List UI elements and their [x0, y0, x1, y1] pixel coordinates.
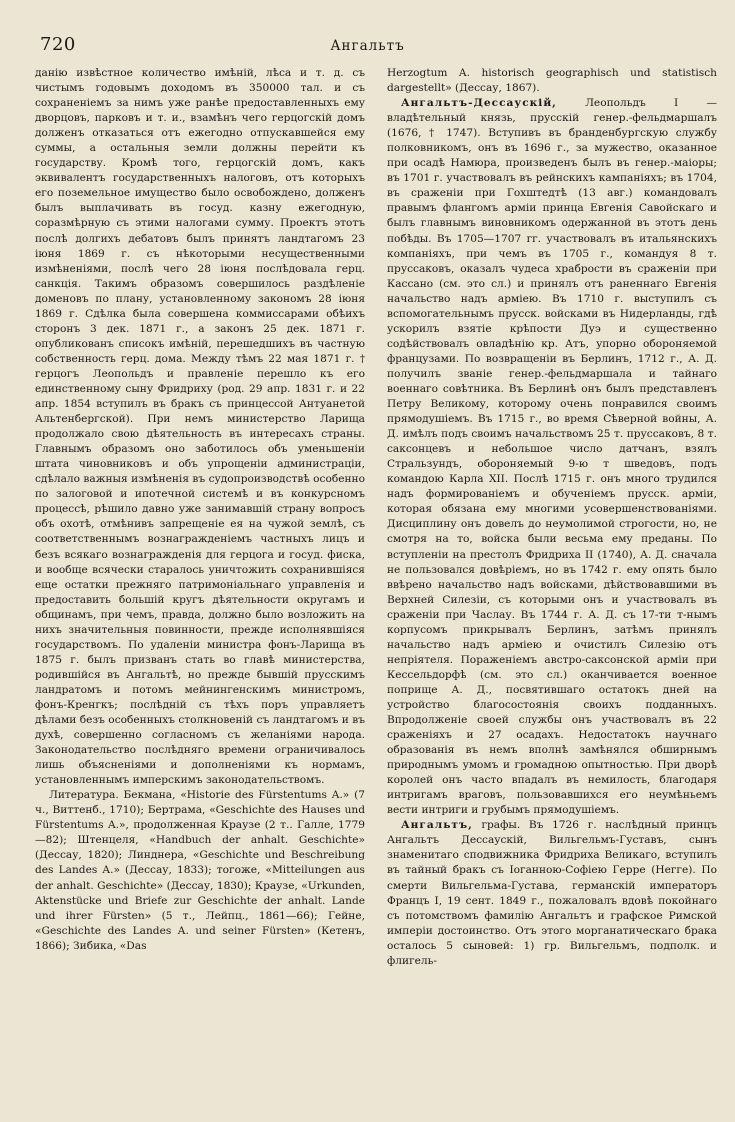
- entry-headword: Ангальтъ,: [401, 819, 473, 832]
- entry-anhalt-counts: [387, 818, 717, 968]
- literature-paragraph: Литература. Бекмана, «Historie des Fürstentums A.» (7 ч., Виттенб., 1710); Бертрама, «Geschichte des Hauses und Fürstentums A.», продолженная Краузе (2 т.. Галле, 1779—82); Штенцеля, «Handbuch der anhalt. Geschichte» (Дессау, 1820); Линднера, «Geschichte und Beschreibung des Landes A.» (Дессау, 1833); тогоже, «Mitteilungen aus der anhalt. Geschichte» (Дессау, 1830); Краузе, «Urkunden, Aktenstücke und Briefe zur Geschichte der anhalt. Lande und ihrer Fürsten» (5 т., Лейпц., 1861—66); Гейне, «Geschichte des Landes A. und seiner Fürsten» (Кетенъ, 1866); Зибика, «Das: [35, 789, 365, 952]
- continuation-paragraph: Herzogtum A. historisch geographisch und statistisch dargestellt» (Дессау, 1867).: [387, 67, 717, 95]
- right-column: [387, 66, 717, 969]
- page-number: 720: [40, 34, 76, 55]
- entry-anhalt-dessau: [387, 96, 717, 818]
- entry-headword: Ангальтъ-Дессаускій,: [401, 97, 557, 110]
- running-title: Ангальтъ: [330, 38, 405, 54]
- entry-text: графы. Въ 1726 г. наслѣдный принцъ Ангальтъ Дессаускій, Вильгельмъ-Густавъ, сынъ знаменитаго сподвижника Фридриха Великаго, вступилъ въ тайный бракъ съ Іоганною-Софіею Герре (Негге). По смерти Вильгельма-Густава, германскій императоръ Францъ I, 19 сент. 1849 г., пожаловалъ вдовѣ покойнаго съ потомствомъ фамилію Ангальтъ и графское Римской имперіи достоинство. Отъ этого морганатическаго брака осталось 5 сыновей: 1) гр. Вильгельмъ, подполк. и флигель-: [387, 819, 717, 967]
- left-column: [35, 66, 365, 954]
- entry-text: Леопольдъ I —владѣтельный князь, прусскій генер.-фельдмаршалъ (1676, † 1747). Вступивъ въ бранденбургскую службу полковникомъ, онъ въ 1696 г., за мужество, оказанное при осадѣ Намюра, произведенъ былъ въ генер.-маіоры; въ 1701 г. участвовалъ въ рейнскихъ кампаніяхъ; въ 1704, въ сраженіи при Гохштедтѣ (13 авг.) командовалъ правымъ флангомъ арміи принца Евгенія Савойскаго и былъ главнымъ виновникомъ одержанной въ этотъ день побѣды. Въ 1705—1707 гг. участвовалъ въ итальянскихъ компаніяхъ, при чемъ въ 1705 г., командуя 8 т. пруссаковъ, оказалъ чудеса храбрости въ сраженіи при Кассано (см. это сл.) и принялъ отъ раненнаго Евгенія начальство надъ арміею. Въ 1710 г. выступилъ съ вспомогательнымъ прусск. войсками въ Нидерланды, гдѣ ускорилъ взятіе крѣпости Дуэ и существенно содѣйствовалъ овладѣнію кр. Атъ, упорно обороняемой французами. По возвращеніи въ Берлинъ, 1712 г., А. Д. получилъ званіе генер.-фельдмаршала и тайнаго военнаго совѣтника. Въ Берлинѣ онъ былъ представленъ Петру Великому, которому очень понравился своимъ прямодушіемъ. Въ 1715 г., во время Сѣверной войны, А. Д. имѣлъ подъ своимъ начальствомъ 25 т. пруссаковъ, 8 т. саксонцевъ и небольшое число датчанъ, взялъ Стральзундъ, обороняемый 9-ю т шведовъ, подъ командою Карла XII. Послѣ 1715 г. онъ много трудился надъ формированіемъ и обученіемъ прусск. арміи, которая обязана ему многими усовершенствованіями. Дисциплину онъ довелъ до неумолимой строгости, но, не смотря на то, войска были весьма ему преданы. По вступленіи на престолъ Фридриха II (1740), А. Д. сначала не пользовался довѣріемъ, но въ 1742 г. ему опять было ввѣрено начальство надъ войсками, дѣйствовавшими въ Верхней Силезіи, съ которыми онъ и участвовалъ въ сраженіи при Часлау. Въ 1744 г. А. Д. съ 17-ти т-нымъ корпусомъ прикрывалъ Берлинъ, затѣмъ принялъ начальство надъ арміею и очистилъ Силезію отъ непріятеля. Пораженіемъ австро-саксонской арміи при Кессельдорфѣ (см. это сл.) оканчивается военное поприще А. Д., посвятившаго остатокъ дней на устройство благосостоянія своихъ подданныхъ. Впродолженіе своей службы онъ участвовалъ въ 22 сраженіяхъ и 27 осадахъ. Недостатокъ научнаго образованія въ немъ вполнѣ замѣнялся обширнымъ природнымъ умомъ и громадною опытностью. При дворѣ королей онъ часто впадалъ въ немилость, благодаря интригамъ враговъ, пользовавшихся его неумѣньемъ вести интриги и грубымъ прямодушіемъ.: [387, 97, 717, 817]
- text-paragraph: данію извѣстное количество имѣній, лѣса и т. д. съ чистымъ годовымъ доходомъ въ 350000 тал. и съ сохраненіемъ за нимъ уже ранѣе предоставленныхъ ему дворцовъ, парковъ и т. и., взамѣнъ чего герцогскій домъ долженъ отказаться отъ ежегодно отпускавшейся ему суммы, а остальныя земли должны перейти къ государству. Кромѣ того, герцогскій домъ, какъ эквивалентъ государственныхъ налоговъ, отъ которыхъ его поземельное имущество было освобождено, долженъ былъ выплачивать въ госуд. казну ежегодную, соразмѣрную съ этими налогами сумму. Проектъ этотъ послѣ долгихъ дебатовъ былъ принятъ ландтагомъ 23 іюня 1869 г. съ нѣкоторыми несущественными измѣненіями, послѣ чего 28 іюня послѣдовала герц. санкція. Такимъ образомъ совершилось раздѣленіе доменовъ по плану, установленному закономъ 28 іюня 1869 г. Сдѣлка была совершена коммиссарами обѣихъ сторонъ 3 дек. 1871 г., а законъ 25 дек. 1871 г. опубликованъ списокъ имѣній, перешедшихъ въ частную собственность герц. дома. Между тѣмъ 22 мая 1871 г. † герцогъ Леопольдъ и правленіе перешло къ его единственному сыну Фридриху (род. 29 апр. 1831 г. и 22 апр. 1854 вступилъ въ бракъ съ принцессой Антуанетой Альтенбергской). При немъ министерство Ларища продолжало свою дѣятельность въ интересахъ страны. Главнымъ образомъ оно заботилось объ уменьшеніи штата чиновниковъ и объ упрощеніи администраціи, сдѣлало важныя измѣненія въ судопроизводствѣ особенно по залоговой и ипотечной системѣ и въ конкурсномъ процессѣ, рѣшило давно уже занимавшій страну вопросъ объ охотѣ, отмѣнивъ запрещеніе ея на чужой землѣ, съ соответственнымъ вознагражденіемъ частныхъ лицъ и безъ всякаго вознагражденія для герцога и госуд. фиска, и вообще всячески старалось уничтожить сохранившіяся еще остатки прежняго патримоніальнаго управленія и предоставить большій кругъ дѣятельности округамъ и общинамъ, при чемъ, правда, должно было возложить на нихъ значительныя повинности, прежде исполнявшіяся государствомъ. По удаленіи министра фонъ-Ларища въ 1875 г. былъ призванъ стать во главѣ министерства, родившійся въ Ангальтѣ, но прежде бывшій прусскимъ ландратомъ и потомъ мейнингенскимъ министромъ, фонъ-Кренгкъ; послѣдній съ тѣхъ поръ управляетъ дѣлами безъ особенныхъ столкновеній съ ландтагомъ и въ духѣ, совершенно согласномъ съ желаніями народа. Законодательство послѣдняго времени ограничивалось лишь объясненіями и дополненіями къ нормамъ, установленнымъ имперскимъ законодательствомъ.: [35, 67, 365, 787]
